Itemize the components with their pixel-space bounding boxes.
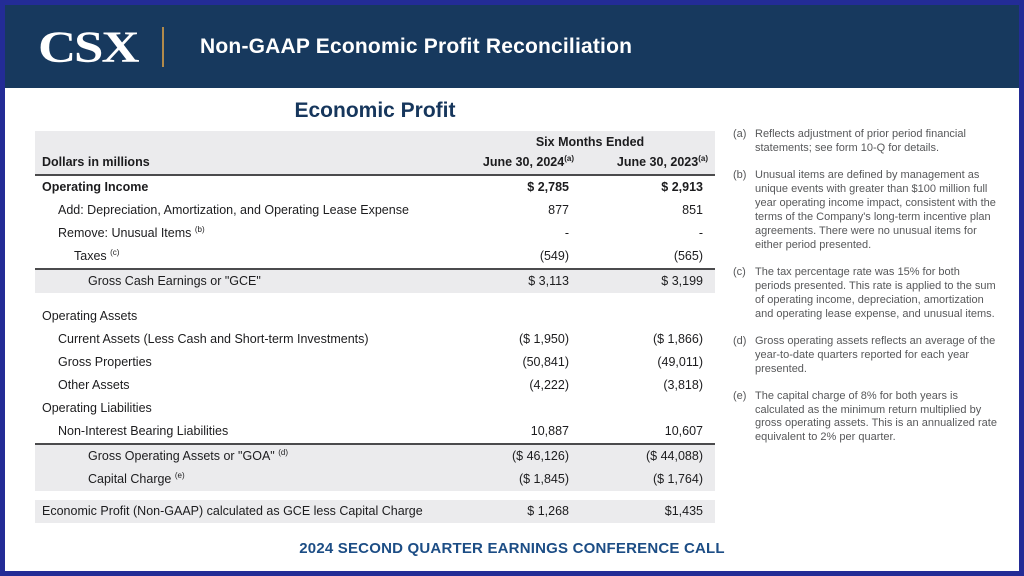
row-value-2023: (3,818): [663, 378, 703, 392]
row-value-2024: $ 3,113: [465, 270, 577, 293]
footnote-label: (d): [733, 334, 747, 347]
row-value-2024: 877: [548, 203, 569, 217]
footnote-item: [733, 390, 997, 446]
row-value-2023: $ 3,199: [577, 270, 715, 293]
table-panel: [5, 88, 723, 571]
footnote-ref: (d): [278, 447, 288, 457]
row-value-2023: $1,435: [577, 500, 715, 523]
column-header-2023: [577, 151, 715, 174]
footnote-item: [733, 266, 997, 322]
row-label: Gross Cash Earnings or "GCE": [35, 270, 465, 293]
row-label: Add: Depreciation, Amortization, and Operating Lease Expense: [58, 203, 409, 217]
unit-label: Dollars in millions: [35, 151, 465, 174]
header-bar: [5, 5, 1019, 88]
slide-footer: 2024 SECOND QUARTER EARNINGS CONFERENCE CALL: [299, 540, 725, 557]
row-value-2023: ($ 1,764): [577, 468, 715, 491]
row-value-2024: 10,887: [530, 424, 569, 438]
table-row: [35, 199, 715, 222]
table-row: [35, 176, 715, 199]
row-label: Operating Income: [42, 180, 149, 194]
table-body: [35, 176, 715, 523]
footnote-label: (a): [733, 128, 747, 140]
row-value-2024: $ 2,785: [527, 180, 569, 194]
footnote-item: [733, 335, 997, 377]
table-period-header-row: [35, 131, 715, 151]
csx-logo: CSX: [38, 21, 138, 72]
table-row: [35, 222, 715, 245]
row-value-2024: ($ 1,845): [465, 468, 577, 491]
row-label: Remove: Unusual Items $^{(b)}$: [58, 224, 205, 240]
slide-title: Non-GAAP Economic Profit Reconciliation: [200, 34, 633, 58]
row-value-2024: ($ 1,950): [518, 332, 569, 346]
table-row: [35, 500, 715, 523]
row-value-2024: (549): [539, 249, 569, 263]
row-label: Current Assets (Less Cash and Short-term Investments): [58, 332, 369, 346]
row-value-2023: (49,011): [657, 355, 703, 369]
table-spacer: [35, 293, 715, 305]
table-row: [35, 374, 715, 397]
row-value-2024: [465, 397, 577, 420]
table-title: Economic Profit: [294, 99, 456, 122]
row-label: Taxes $^{(c)}$: [74, 247, 120, 263]
footnote-item: [733, 169, 997, 253]
gold-divider: [162, 27, 164, 67]
row-label: Gross Properties: [58, 355, 152, 369]
period-header: Six Months Ended: [465, 131, 715, 151]
footnote-ref: (a): [698, 153, 708, 163]
column-header-2024: [465, 151, 577, 174]
empty-header-cell: [35, 131, 465, 151]
table-row: [35, 468, 715, 491]
footnote-text: Reflects adjustment of prior period financial statements; see form 10-Q for details.: [755, 128, 966, 154]
column-header-2023-text: June 30, 2023: [616, 155, 699, 169]
row-label: Operating Assets: [42, 309, 138, 323]
economic-profit-table: [35, 131, 715, 523]
table-row: [35, 328, 715, 351]
footnote-text: Gross operating assets reflects an average of the year-to-date quarters reported for each year presented.: [755, 334, 996, 375]
content-area: [5, 88, 1019, 571]
footnote-item: [733, 128, 997, 156]
row-label: Operating Liabilities: [42, 401, 152, 415]
footnote-text: The tax percentage rate was 15% for both periods presented. This rate is applied to the sum of operating income, depreciation, amortization and operating lease expense, and unusual items.: [755, 265, 996, 320]
row-value-2023: [577, 397, 715, 420]
row-value-2023: ($ 44,088): [577, 445, 715, 468]
table-row: [35, 420, 715, 443]
row-label: Other Assets: [58, 378, 130, 392]
row-value-2024: (4,222): [529, 378, 569, 392]
footnote-label: (b): [733, 168, 747, 181]
row-value-2023: 851: [682, 203, 703, 217]
row-label: Non-Interest Bearing Liabilities: [58, 424, 229, 438]
footnote-text: The capital charge of 8% for both years is calculated as the minimum return multiplied by gross operating assets. This is an annualized rate equivalent to 2% per quarter.: [755, 389, 997, 444]
row-label: Economic Profit (Non-GAAP) calculated as GCE less Capital Charge: [35, 500, 465, 523]
table-row: [35, 397, 715, 420]
table-row: [35, 305, 715, 328]
table-spacer: [35, 491, 715, 500]
footnote-text: Unusual items are defined by management as unique events with greater than $100 million full year operating income impact, consistent with the terms of the Company's long-term incentive plan agreements. There were no unusual items for either period presented.: [755, 168, 996, 251]
footnote-label: (c): [733, 265, 746, 278]
footnote-ref: (b): [194, 224, 205, 234]
row-label: Gross Operating Assets or "GOA" $^{(d)}$: [35, 445, 465, 468]
row-value-2023: -: [698, 226, 703, 240]
row-value-2023: ($ 1,866): [652, 332, 703, 346]
footnote-ref: (e): [174, 470, 185, 480]
row-value-2024: -: [564, 226, 569, 240]
row-value-2024: $ 1,268: [465, 500, 577, 523]
footnotes: [723, 88, 1019, 571]
row-value-2024: (50,841): [522, 355, 569, 369]
footnote-ref: (a): [564, 153, 574, 163]
row-value-2023: (565): [673, 249, 703, 263]
row-value-2023: 10,607: [664, 424, 703, 438]
row-value-2024: [465, 305, 577, 328]
table-row: [35, 245, 715, 268]
row-value-2023: $ 2,913: [661, 180, 703, 194]
row-value-2024: ($ 46,126): [465, 445, 577, 468]
table-row: [35, 351, 715, 374]
table-column-header-row: [35, 151, 715, 176]
table-row: [35, 443, 715, 468]
footnote-label: (e): [733, 389, 747, 402]
footnote-ref: (c): [110, 247, 120, 257]
row-label: Capital Charge $^{(e)}$: [35, 468, 465, 491]
row-value-2023: [577, 305, 715, 328]
column-header-2024-text: June 30, 2024: [482, 155, 565, 169]
table-row: [35, 268, 715, 293]
